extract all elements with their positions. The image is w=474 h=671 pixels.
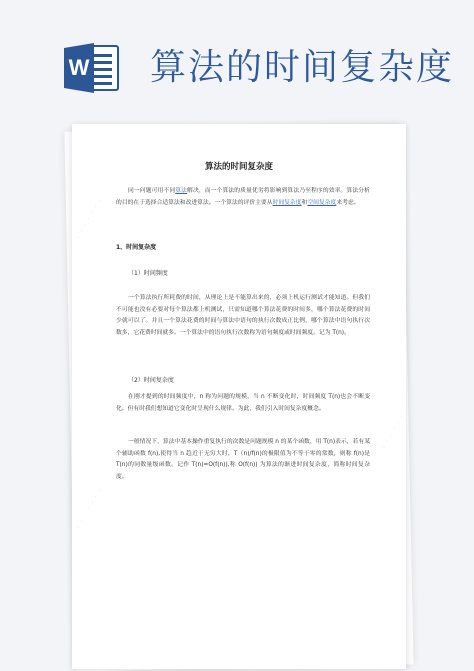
paragraph-time-frequency: 一个算法执行所耗费的时间，从理论上是不能算出来的，必须上机运行测试才能知道。但我们不可能也没有必要对每个算法都上机测试，只需知道哪个算法花费的时间多，哪个算法花费的时间少就可以了。并且一个算法花费的时间与算法中语句的执行次数成正比例，哪个算法中语句执行次数多，它花费时间就多。一个算法中的语句执行次数称为语句频度或时间频度。记为 T(n)。 (116, 295, 370, 336)
document-title: 算法的时间复杂度 (204, 162, 273, 172)
header-title: 算法的时间复杂度 (150, 47, 455, 88)
intro-text-1: 同一问题可用不同 (128, 188, 176, 194)
section-heading-1: 1、时间复杂度 (116, 244, 157, 251)
paragraph-time-complexity: 在刚才提到的时间频度中，n 称为问题的规模，当 n 不断变化时，时间频度 T(n)也会不断变化。但有时我们想知道它变化时呈现什么规律。为此，我们引入时间复杂度概念。 (116, 394, 370, 412)
paragraph-asymptotic: 一般情况下，算法中基本操作重复执行的次数是问题规模 n 的某个函数，用 T(n)表示，若有某个辅助函数 f(n),使得当 n 趋近于无穷大时，T（n)/f(n)的极限值为不等于零的常数，则称 f(n)是 T(n)的同数量级函数。记作 T(n)=O(f(n)),称 O(f(n)) 为算法的渐进时间复杂度，简称时间复杂度。 (116, 439, 370, 480)
watermark: · · · · · · · (379, 406, 411, 451)
word-icon-letter: W (68, 55, 90, 80)
watermark: · · · · · · · (73, 486, 105, 531)
intro-text-3: 和 (301, 199, 308, 206)
intro-text-4: 来考虑。 (336, 199, 360, 206)
link-time-complexity[interactable]: 时间复杂度 (272, 199, 302, 206)
word-icon (62, 40, 120, 96)
subsection-heading-2: （2）时间复杂度 (128, 377, 174, 384)
watermark: · · · · · · · (73, 196, 105, 241)
link-space-complexity[interactable]: 空间复杂度 (307, 199, 337, 206)
link-algorithm[interactable]: 算法 (175, 188, 188, 194)
intro-text-2: 解决，而一个算法的质量优劣将影响到算法乃至程序的效率。算法分析的目的在于选择合适算法和改进算法。一个算法的评价主要从 (116, 188, 370, 206)
document-page (72, 124, 411, 669)
intro-paragraph (116, 186, 370, 209)
header-banner (0, 0, 474, 108)
subsection-heading-1: （1）时间频度 (128, 270, 168, 277)
